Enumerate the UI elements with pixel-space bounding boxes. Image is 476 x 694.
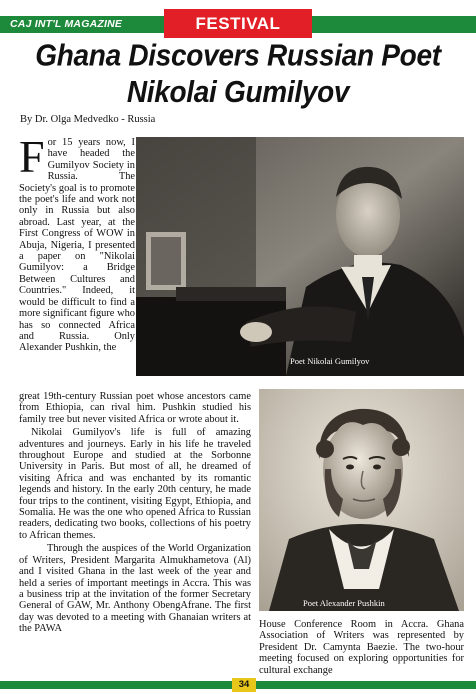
section-label: FESTIVAL [164, 9, 312, 38]
pushkin-photo [259, 389, 464, 611]
article-column-right [259, 619, 464, 676]
gumilyov-portrait-illustration [136, 137, 464, 376]
gumilyov-photo [136, 137, 464, 376]
article-title: Ghana Discovers Russian Poet Nikolai Gumilyov [35, 38, 441, 109]
article-byline: By Dr. Olga Medvedko - Russia [20, 114, 156, 125]
magazine-name: CAJ INT'L MAGAZINE [10, 18, 123, 30]
drop-cap: F [19, 131, 45, 182]
paragraph-3-continued: House Conference Room in Accra. Ghana Association of Writers was represented by President Dr. Camynta Baezie. The two-hour meeting focused on exploring opportunities for cultural exchange [259, 619, 464, 676]
gumilyov-caption: Poet Nikolai Gumilyov [290, 356, 370, 366]
page-number: 34 [232, 678, 256, 692]
pushkin-caption: Poet Alexander Pushkin [303, 598, 385, 608]
article-column-main [19, 391, 251, 635]
paragraph-2: Nikolai Gumilyov's life is full of amazing adventures and journeys. Early in his life he traveled throughout Europe and studied at the Sorbonne University in Paris. But most of all, he dreamed of visiting Africa and was enchanted by its romantic legends and history. In the early 20th century, he made four trips to the continent, visiting Egypt, Ethiopia, and Somalia. He was the one who opened Africa to Russian readers, dedicating two books, collections of his poetry to African themes. [19, 427, 251, 541]
paragraph-1-start: or 15 years now, I have headed the Gumilyov Society in Russia. The Society's goal is to promote the poet's life and work not only in Russia but also abroad. Last year, at the First Congress of WOW in Abuja, Nigeria, I presented a paper on "Nikolai Gumilyov: a Bridge Between Cultures and Countries." Indeed, it would be difficult to find a more significant figure who has so connected Africa and Russia. Only Alexander Pushkin, the [19, 137, 135, 354]
paragraph-1-continued: great 19th-century Russian poet whose ancestors came from Ethiopia, can rival him. Pushkin studied his family tree but never visited Africa or wrote about it. [19, 391, 251, 425]
pushkin-portrait-illustration [259, 389, 464, 611]
article-column-top [19, 131, 135, 354]
paragraph-3: Through the auspices of the World Organization of Writers, President Margarita Almukhametova (Al) and I visited Ghana in the last week of the year and held a series of important meetings in Accra. This was a business trip at the invitation of the former Secretary General of GAW, Mr. Anthony ObengAfrane. The first day was devoted to a meeting with Ghanaian writers at the PAWA [19, 543, 251, 635]
